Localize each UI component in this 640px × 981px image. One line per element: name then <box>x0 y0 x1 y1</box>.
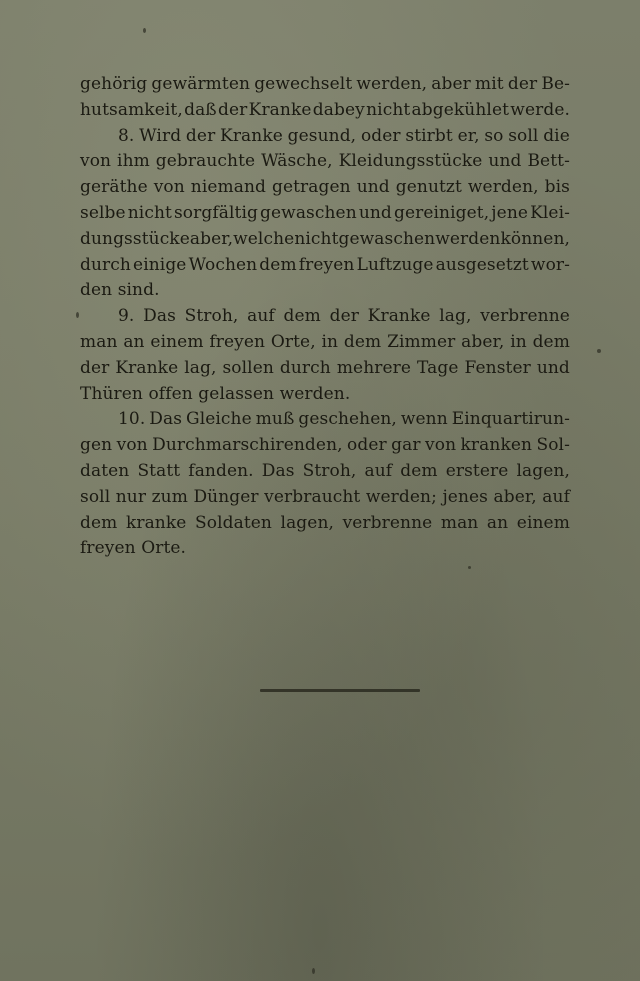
text-line: durch einige Wochen dem freyen Luftzuge ausgesetzt wor- <box>80 254 570 275</box>
text-line: dungsstücke aber, welche nicht gewaschen werden können, <box>80 228 571 249</box>
text-line: freyen Orte. <box>80 538 187 559</box>
paper-speck <box>312 968 315 974</box>
body-text <box>80 72 570 562</box>
text-line: geräthe von niemand getragen und genutzt werden, bis <box>80 177 570 198</box>
text-line: soll nur zum Dünger verbraucht werden; jenes aber, auf <box>80 486 570 507</box>
text-line: dem kranke Soldaten lagen, verbrenne man an einem <box>80 512 570 533</box>
paper-speck <box>76 312 79 318</box>
text-line: den sind. <box>80 280 160 301</box>
text-line: gen von Durchmarschirenden, oder gar von kranken Sol- <box>80 435 570 456</box>
paragraph-9-start: 9. Das Stroh, auf dem der Kranke lag, verbrenne <box>118 306 570 327</box>
paragraph-8-start: 8. Wird der Kranke gesund, oder stirbt er, so soll die <box>118 125 570 146</box>
text-line: man an einem freyen Orte, in dem Zimmer aber, in dem <box>80 331 570 352</box>
end-rule-divider <box>260 689 420 692</box>
paper-speck <box>597 349 601 353</box>
text-line: daten Statt fanden. Das Stroh, auf dem erstere lagen, <box>80 460 570 481</box>
paper-speck <box>468 566 471 569</box>
text-line: selbe nicht sorgfältig gewaschen und gereiniget, jene Klei- <box>80 202 570 223</box>
text-line: der Kranke lag, sollen durch mehrere Tage Fenster und <box>80 357 570 378</box>
text-line: hutsamkeit, daß der Kranke dabey nicht abgekühlet werde. <box>80 99 570 120</box>
text-line: gehörig gewärmten gewechselt werden, aber mit der Be- <box>80 74 570 94</box>
paper-speck <box>143 28 146 33</box>
text-line: Thüren offen gelassen werden. <box>80 383 351 404</box>
paragraph-10-start: 10. Das Gleiche muß geschehen, wenn Einquartirun- <box>118 409 570 430</box>
text-line: von ihm gebrauchte Wäsche, Kleidungsstücke und Bett- <box>80 151 570 172</box>
